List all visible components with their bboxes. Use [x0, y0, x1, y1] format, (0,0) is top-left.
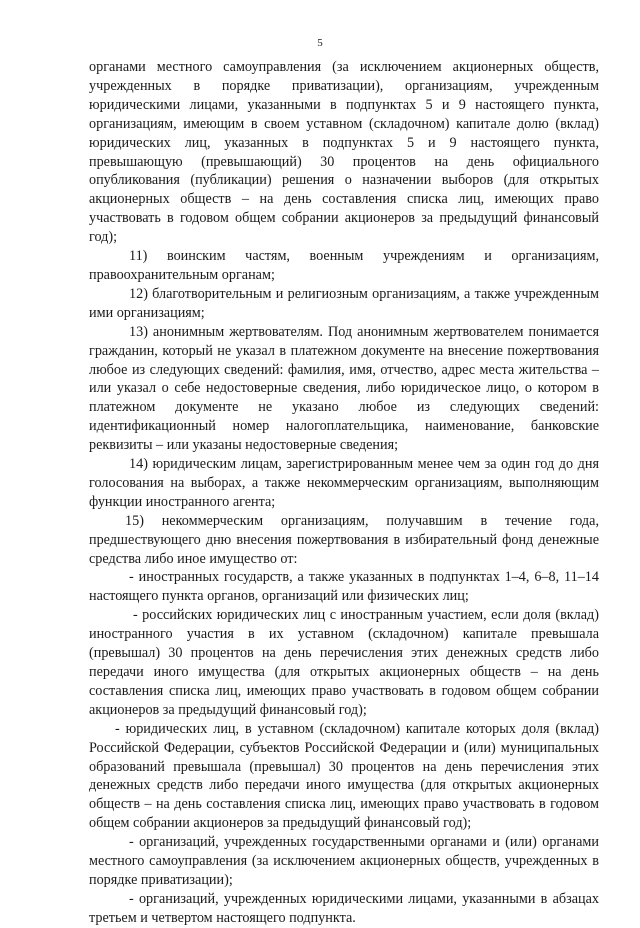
- paragraph-item-11: 11) воинским частям, военным учреждениям и организациям, правоохранительным органам;: [89, 248, 599, 283]
- document-body: [89, 58, 599, 928]
- paragraph-dash-state-share-entities: - юридических лиц, в уставном (складочном) капитале которых доля (вклад) Российской Федерации, субъектов Российской Федерации и (или) муниципальных образований превышала (превышал) 30 процентов на день перечисления этих денежных средств либо передачи иного имущества (для открытых акционерных обществ – на день составления списка лиц, имеющих право участвовать в годовом общем собрании акционеров за предыдущий финансовый год);: [89, 720, 599, 832]
- paragraph-item-14: 14) юридическим лицам, зарегистрированным менее чем за один год до дня голосования на выборах, а также некоммерческим организациям, выполняющим функции иностранного агента;: [89, 456, 599, 510]
- paragraph-item-15: 15) некоммерческим организациям, получавшим в течение года, предшествующего дню внесения пожертвования в избирательный фонд денежные средства либо иное имущество от:: [89, 512, 599, 567]
- paragraph-dash-state-founded-organizations: - организаций, учрежденных государственными органами и (или) органами местного самоуправления (за исключением акционерных обществ, учрежденных в порядке приватизации);: [89, 834, 599, 888]
- paragraph-dash-entity-founded-organizations: - организаций, учрежденных юридическими лицами, указанными в абзацах третьем и четвертом настоящего подпункта.: [89, 890, 599, 926]
- paragraph-item-13: 13) анонимным жертвователям. Под анонимным жертвователем понимается гражданин, который не указал в платежном документе на внесение пожертвования любое из следующих сведений: фамилия, имя, отчество, адрес места жительства – или указал о себе недостоверные сведения, либо юридическое лицо, о котором в платежном документе не указано любое из следующих сведений: идентификационный номер налогоплательщика, наименование, банковские реквизиты – или указаны недостоверные сведения;: [89, 323, 599, 454]
- page-number: 5: [317, 37, 323, 49]
- paragraph-item-12: 12) благотворительным и религиозным организациям, а также учрежденным ими организациям;: [89, 285, 599, 321]
- paragraph-dash-russian-legal-entities: - российских юридических лиц с иностранным участием, если доля (вклад) иностранного участия в их уставном (складочном) капитале превышала (превышал) 30 процентов на день перечисления этих денежных средств либо передачи иного имущества (для открытых акционерных обществ – на день составления списка лиц, имеющих право участвовать в годовом общем собрании акционеров за предыдущий финансовый год);: [89, 607, 599, 718]
- paragraph-dash-foreign-states: - иностранных государств, а также указанных в подпунктах 1–4, 6–8, 11–14 настоящего пункта органов, организаций или физических лиц;: [89, 569, 599, 605]
- paragraph-continuation: органами местного самоуправления (за исключением акционерных обществ, учрежденных в порядке приватизации), организациям, учрежденным юридическими лицами, указанными в подпунктах 5 и 9 настоящего пункта, организациям, имеющим в своем уставном (складочном) капитале долю (вклад) юридических лиц, указанных в подпунктах 5 и 9 настоящего пункта, превышающую (превышающий) 30 процентов на день официального опубликования (публикации) решения о назначении выборов (для открытых акционерных обществ – на день составления списка лиц, имеющих право участвовать в годовом общем собрании акционеров за предыдущий финансовый год);: [89, 59, 599, 246]
